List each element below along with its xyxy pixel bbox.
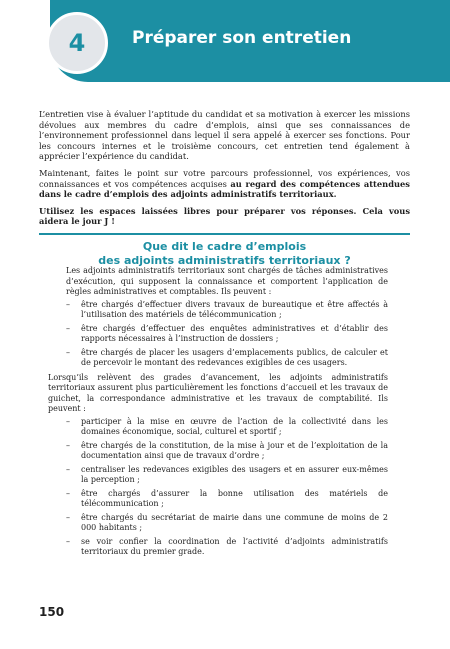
list-item: – être chargés d’effectuer divers travaux de bureautique et être affectés à l’utilisation des matériels de télécommunication ; — [66, 299, 388, 319]
chapter-number: 4 — [68, 29, 86, 57]
intro-instruction: Utilisez les espaces laissées libres pour préparer vos réponses. Cela vous aidera le jour J ! — [39, 205, 410, 227]
duties-list-1 — [66, 300, 388, 369]
section-divider — [39, 233, 410, 235]
intro-paragraph-2-text: Maintenant, faites le point sur votre parcours professionnel, vos expériences, vos connaissances et vos compétences acquises — [39, 167, 410, 189]
intro-paragraph-2 — [39, 168, 410, 200]
dash-bullet: – — [66, 488, 70, 498]
list-item: – être chargés du secrétariat de mairie dans une commune de moins de 2 000 habitants ; — [66, 512, 388, 532]
list-item: – être chargés d’assurer la bonne utilisation des matériels de télécommunication ; — [66, 488, 388, 508]
duties-list-2 — [66, 417, 388, 558]
dash-bullet: – — [66, 536, 70, 546]
list-item: – participer à la mise en œuvre de l’action de la collectivité dans les domaines économique, social, culturel et sportif ; — [66, 416, 388, 436]
dash-bullet: – — [66, 440, 70, 450]
intro-section — [39, 109, 410, 233]
list-item: – se voir confier la coordination de l’activité d’adjoints administratifs territoriaux du premier grade. — [66, 536, 388, 556]
dash-bullet: – — [66, 299, 70, 309]
list-item: – être chargés de placer les usagers d’emplacements publics, de calculer et de percevoir le montant des redevances exigibles de ces usagers. — [66, 347, 388, 367]
list-item: – être chargés de la constitution, de la mise à jour et de l’exploitation de la documentation ainsi que de travaux d’ordre ; — [66, 440, 388, 460]
page-number: 150 — [39, 605, 65, 619]
box-body — [48, 266, 388, 562]
box-paragraph-1: Les adjoints administratifs territoriaux sont chargés de tâches administratives d’exécution, qui supposent la connaissance et comportent l’application de règles administratives et comptables. Ils peuvent : — [66, 266, 388, 296]
box-title-line-2: des adjoints administratifs territoriaux ? — [98, 254, 351, 267]
dash-bullet: – — [66, 323, 70, 333]
list-item: – être chargés d’effectuer des enquêtes administratives et d’établir des rapports nécessaires à l’instruction de dossiers ; — [66, 323, 388, 343]
chapter-number-badge — [46, 12, 108, 74]
dash-bullet: – — [66, 464, 70, 474]
dash-bullet: – — [66, 347, 70, 357]
chapter-title: Préparer son entretien — [132, 28, 352, 48]
box-title-line-1: Que dit le cadre d’emplois — [142, 240, 307, 253]
box-title — [39, 240, 410, 268]
box-paragraph-2: Lorsqu’ils relèvent des grades d’avancement, les adjoints administratifs territoriaux assurent plus particulièrement les fonctions d’accueil et les travaux de guichet, la correspondance administrative et les travaux de comptabilité. Ils peuvent : — [48, 372, 388, 413]
dash-bullet: – — [66, 416, 70, 426]
intro-paragraph-1: L’entretien vise à évaluer l’aptitude du candidat et sa motivation à exercer les missions dévolues aux membres du cadre d’emplois, ainsi que ses connaissances de l’environnement professionnel dans lequel il sera appelé à exercer ses fonctions. Pour les concours internes et le troisième concours, cet entretien tend également à apprécier l’expérience du candidat. — [39, 109, 410, 162]
intro-paragraph-2-emphasis: au regard des compétences attendues dans le cadre d’emplois des adjoints administratifs territoriaux. — [39, 178, 410, 200]
list-item: – centraliser les redevances exigibles des usagers et en assurer eux-mêmes la perception ; — [66, 464, 388, 484]
dash-bullet: – — [66, 512, 70, 522]
